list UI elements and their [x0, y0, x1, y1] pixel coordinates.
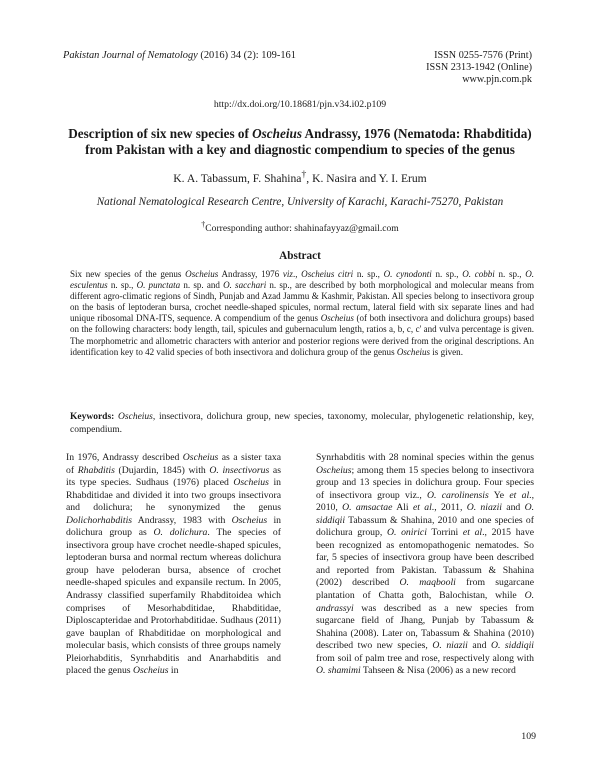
volume-issue-pages: (2016) 34 (2): 109-161: [197, 50, 296, 61]
abstract-heading: Abstract: [279, 250, 321, 262]
journal-website: www.pjn.com.pk: [462, 74, 532, 86]
affiliation: National Nematological Research Centre, University of Karachi, Karachi-75270, Pakistan: [96, 196, 504, 208]
body-column-left: In 1976, Andrassy described Oscheius as a sister taxa of Rhabditis (Dujardin, 1845) with O. insectivorus as its type species. Sudhaus (1976) placed Oscheius in Rhabditidae and divided it into two groups insectivora and dolichura; he synonymized the genus Dolichorhabditis Andrassy, 1983 with Oscheius in dolichura group as O. dolichura. The species of insectivora group have crochet needle-shaped spicules, leptoderan bursa and normal rectum whereas dolichura group have peloderan bursa, absence of crochet needle-shaped spicules and expansile rectum. In 2005, Andrassy classified superfamily Rhabditoidea which comprises of Mesorhabditidae, Rhabditidae, Diploscapteridae and Protorhabditidae. Sudhaus (2011) gave bauplan of Rhabditidae on morphological and molecular basis, which consists of three groups namely Pleiorhabditis, Synrhabditis and Anarhabditis and placed the genus Oscheius in: [66, 452, 282, 677]
abstract-text: Six new species of the genus Oscheius Andrassy, 1976 viz., Oscheius citri n. sp., O. cynodonti n. sp., O. cobbi n. sp., O. esculentus n. sp., O. punctata n. sp. and O. sacchari n. sp., are described by both morphological and molecular means from different agro-climatic regions of Sindh, Punjab and Azad Jammu & Kashmir, Pakistan. All species belong to insectivora group on the basis of leptoderan bursa, crochet needle-shaped spicules, normal rectum, lateral field with six separate lines and had unique ribosomal DNA-ITS, sequence. A compendium of the genus Oscheius (of both insectivora and dolichura groups) based on the following characters: body length, tail, spicules and gubernaculum length, ratios a, b, c, c' and vulva percentage is given. The morphometric and allometric characters with anterior and posterior regions were derived from the original descriptions. An identification key to 42 valid species of both insectivora and dolichura group of the genus Oscheius is given.: [70, 269, 535, 357]
corresponding-author: †Corresponding author: shahinafayyaz@gmail.com: [201, 220, 399, 235]
issn-online: ISSN 2313-1942 (Online): [426, 62, 532, 74]
paper-title: Description of six new species of Oscheius Andrassy, 1976 (Nematoda: Rhabditida) from Pakistan with a key and diagnostic compendium to species of the genus: [68, 126, 532, 157]
journal-citation: [63, 50, 296, 61]
doi-link: http://dx.doi.org/10.18681/pjn.v34.i02.p109: [213, 99, 387, 110]
page-number: 109: [521, 731, 536, 742]
keywords: Keywords: Oscheius, insectivora, dolichura group, new species, taxonomy, molecular, phylogenetic relationship, key, compendium.: [70, 412, 534, 435]
issn-block: [426, 50, 532, 87]
author-list: K. A. Tabassum, F. Shahina†, K. Nasira and Y. I. Erum: [173, 169, 427, 185]
journal-name: Pakistan Journal of Nematology: [63, 50, 198, 61]
dagger-mark: †: [301, 169, 307, 180]
body-column-right: Synrhabditis with 28 nominal species within the genus Oscheius; among them 15 species belong to insectivora group and 13 species in dolichura group. Four species of insectivora group viz., O. carolinensis Ye et al., 2010, O. amsactae Ali et al., 2011, O. niazii and O. siddiqii Tabassum & Shahina, 2010 and one species of dolichura group, O. onirici Torrini et al., 2015 have been recognized as entomopathogenic nematodes. So far, 5 species of insectivora group have been described and reported from Pakistan. Tabassum & Shahina (2002) described O. maqbooli from sugarcane plantation of Chatta goth, Balochistan, while O. andrassyi was described as a new species from sugarcane field of Jhang, Punjab by Tabassum & Shahina (2008). Later on, Tabassum & Shahina (2010) described two new species, O. niazii and O. siddiqii from soil of palm tree and rose, respectively along with O. shamimi Tahseen & Nisa (2006) as a new record: [316, 452, 535, 677]
issn-print: ISSN 0255-7576 (Print): [434, 50, 532, 61]
keywords-label: Keywords:: [70, 412, 115, 422]
